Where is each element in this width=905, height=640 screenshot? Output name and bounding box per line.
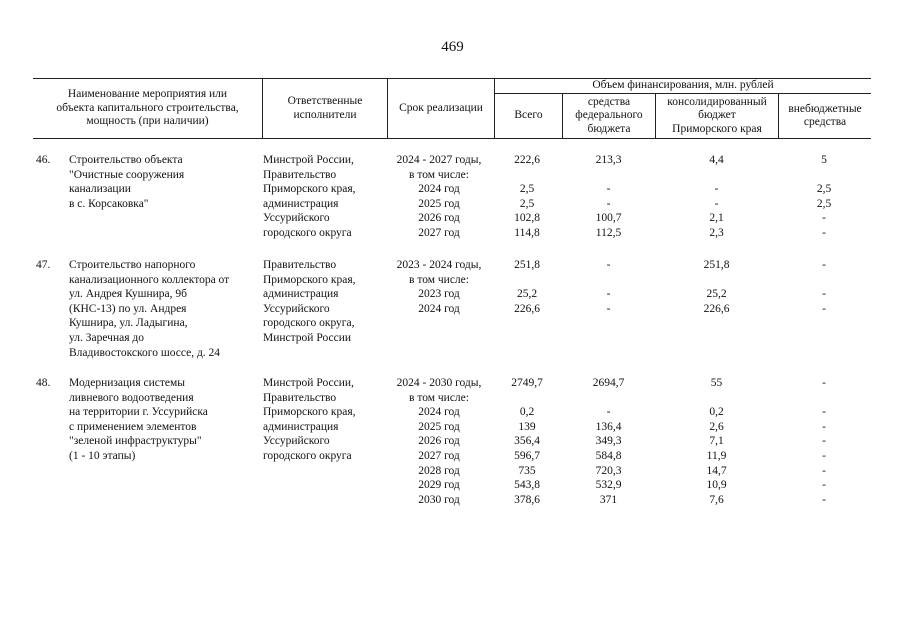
row-total: 251,8 25,2 226,6	[514, 259, 540, 315]
header-period: Срок реализации	[399, 101, 483, 114]
row-consolidated: 4,4 - - 2,1 2,3	[709, 154, 724, 239]
row-consolidated: 55 0,2 2,6 7,1 11,9 14,7 10,9 7,6	[706, 377, 727, 506]
header-federal: средства федерального бюджета	[575, 95, 643, 135]
row-number: 47.	[36, 259, 51, 271]
header-extrabudget: внебюджетные средства	[788, 102, 862, 128]
row-name: Модернизация системы ливневого водоотведения на территории г. Уссурийска с применением элементов "зеленой инфраструктуры" (1 - 10 этапы)	[69, 377, 208, 462]
header-executors: Ответственные исполнители	[287, 95, 363, 121]
page-number: 469	[441, 39, 464, 55]
row-total: 2749,7 0,2 139 356,4 596,7 735 543,8 378,6	[511, 377, 543, 506]
header-total: Всего	[514, 109, 543, 122]
row-extrabudget: - - -	[822, 259, 826, 315]
row-name: Строительство напорного канализационного коллектора от ул. Андрея Кушнира, 9б (КНС-13) по ул. Андрея Кушнира, ул. Ладыгина, ул. Заречная до Владивостокского шоссе, д. 24	[69, 259, 230, 359]
header-name: Наименование мероприятия или объекта капитального строительства, мощность (при наличии)	[56, 88, 239, 128]
row-executors: Минстрой России, Правительство Приморского края, администрация Уссурийского городского округа	[263, 377, 356, 462]
row-total: 222,6 2,5 2,5 102,8 114,8	[514, 154, 540, 239]
row-period: 2024 - 2027 годы, в том числе: 2024 год 2025 год 2026 год 2027 год	[396, 154, 482, 239]
row-executors: Минстрой России, Правительство Приморского края, администрация Уссурийского городского округа	[263, 154, 356, 239]
row-federal: 2694,7 - 136,4 349,3 584,8 720,3 532,9 371	[592, 377, 625, 506]
row-extrabudget: 5 2,5 2,5 - -	[816, 154, 832, 239]
row-period: 2024 - 2030 годы, в том числе: 2024 год 2025 год 2026 год 2027 год 2028 год 2029 год 2030 год	[396, 377, 482, 506]
row-period: 2023 - 2024 годы, в том числе: 2023 год 2024 год	[396, 259, 482, 315]
header-financing: Объем финансирования, млн. рублей	[592, 79, 774, 92]
row-consolidated: 251,8 25,2 226,6	[703, 259, 730, 315]
header-consolidated: консолидированный бюджет Приморского края	[667, 95, 767, 135]
row-extrabudget: - - - - - - - -	[822, 377, 826, 506]
row-executors: Правительство Приморского края, администрация Уссурийского городского округа, Минстрой России	[263, 259, 356, 344]
header-bottom-rule	[33, 138, 871, 139]
row-name: Строительство объекта "Очистные сооружения канализации в с. Корсаковка"	[69, 154, 185, 210]
row-number: 48.	[36, 377, 51, 389]
row-federal: - - -	[606, 259, 611, 315]
row-federal: 213,3 - - 100,7 112,5	[595, 154, 622, 239]
row-number: 46.	[36, 154, 51, 166]
